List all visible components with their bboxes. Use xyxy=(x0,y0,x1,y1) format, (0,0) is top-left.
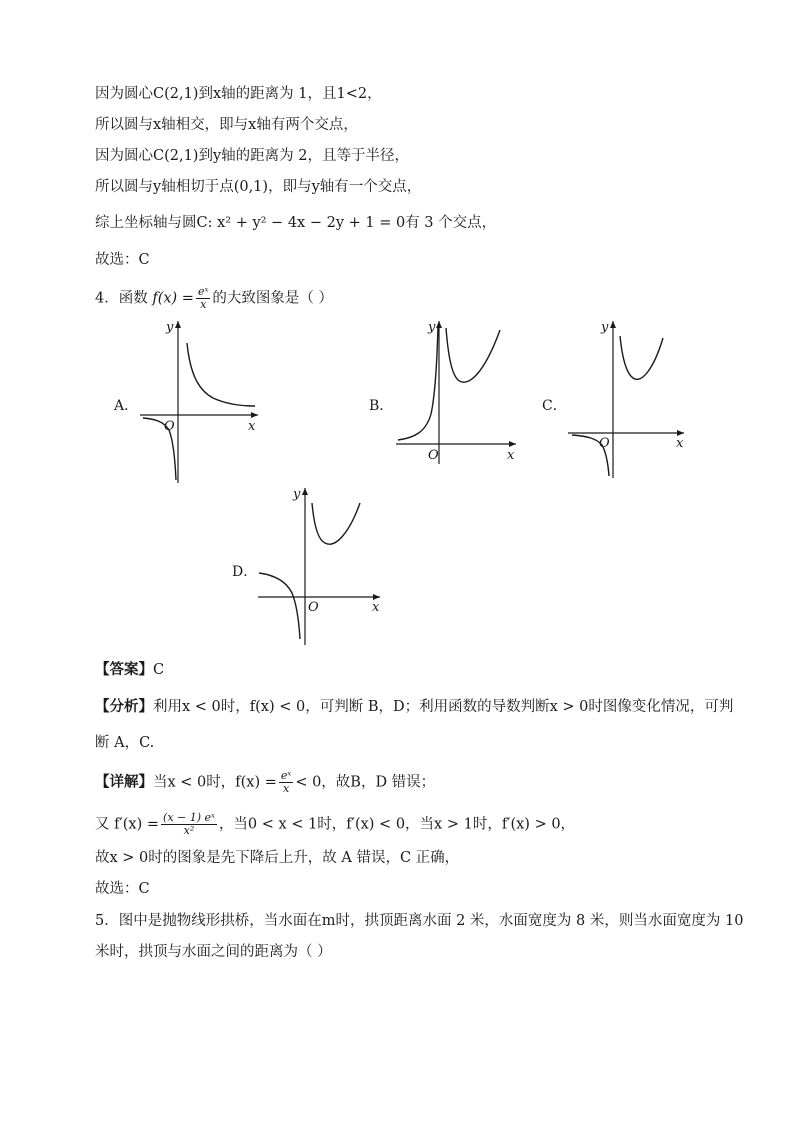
option-d-right-branch xyxy=(312,503,360,544)
option-c-origin-label: O xyxy=(599,436,610,451)
detail-fraction-1-denominator: x xyxy=(282,782,290,795)
option-c-label: C． xyxy=(542,398,567,414)
detail-text-1b: < 0，故B，D 错误； xyxy=(295,774,436,791)
question-4-numerator: eˣ xyxy=(197,285,209,298)
analysis-line-2: 断 A，C. xyxy=(95,735,155,751)
question-4-suffix: 的大致图象是（ ） xyxy=(212,290,333,307)
question-5-line-2: 米时，拱顶与水面之间的距离为（ ） xyxy=(95,944,332,960)
detail-text-1a: 当x < 0时，f(x) = xyxy=(153,774,277,791)
option-b-graph xyxy=(394,318,524,468)
detail-fraction-1 xyxy=(279,770,293,795)
question-4-fraction xyxy=(196,286,210,311)
option-c-x-label: x xyxy=(676,436,684,451)
option-c-y-label: y xyxy=(601,320,609,335)
detail-fraction-2-numerator: (x − 1) eˣ xyxy=(163,811,215,824)
solution-line-5: 综上坐标轴与圆C: x² + y² − 4x − 2y + 1 = 0有 3 个交点， xyxy=(95,215,497,231)
analysis-text-1: 利用x < 0时，f(x) < 0，可判断 B，D；利用函数的导数判断x > 0时图像变化情况，可判 xyxy=(153,699,734,715)
detail-line-4: 故选：C xyxy=(95,881,150,897)
detail-line-1 xyxy=(95,770,435,795)
option-b-label: B． xyxy=(369,398,394,414)
option-a-graph xyxy=(138,318,263,488)
detail-tag: 【详解】 xyxy=(95,773,153,791)
option-a-y-label: y xyxy=(166,320,174,335)
option-d-left-branch xyxy=(259,573,300,639)
question-4-denominator: x xyxy=(200,298,207,311)
question-4-prefix: 4．函数 xyxy=(95,290,153,307)
answer-value: C xyxy=(153,662,165,678)
detail-line-3: 故x > 0时的图象是先下降后上升，故 A 错误，C 正确， xyxy=(95,850,460,866)
question-5-line-1: 5．图中是抛物线形拱桥，当水面在m时，拱顶距离水面 2 米，水面宽度为 8 米，则当水面宽度为 10 xyxy=(95,913,744,929)
solution-line-3: 因为圆心C(2,1)到y轴的距离为 2，且等于半径， xyxy=(95,148,409,164)
option-a-origin-label: O xyxy=(164,419,175,434)
option-b-right-branch xyxy=(446,328,500,382)
option-d-y-label: y xyxy=(293,487,301,502)
question-4 xyxy=(95,286,333,311)
answer-line xyxy=(95,660,164,680)
solution-line-6: 故选：C xyxy=(95,252,150,268)
answer-tag: 【答案】 xyxy=(95,661,153,678)
detail-fraction-2 xyxy=(161,812,217,837)
question-4-func: f(x) = xyxy=(152,290,194,307)
solution-line-1: 因为圆心C(2,1)到x轴的距离为 1，且1<2， xyxy=(95,86,382,102)
option-a-x-label: x xyxy=(248,419,256,434)
detail-line-2 xyxy=(95,812,575,837)
analysis-tag: 【分析】 xyxy=(95,698,153,715)
option-c-graph xyxy=(566,318,691,483)
option-d-origin-label: O xyxy=(308,600,319,615)
detail-text-2a: 又 f′(x) = xyxy=(95,816,160,833)
option-a-label: A． xyxy=(114,398,139,414)
option-c-right-branch xyxy=(620,336,663,379)
option-a-right-branch xyxy=(187,343,255,406)
detail-text-2b: ，当0 < x < 1时，f′(x) < 0，当x > 1时，f′(x) > 0， xyxy=(218,816,576,833)
option-d-graph xyxy=(256,485,386,650)
detail-fraction-1-numerator: eˣ xyxy=(280,769,292,782)
detail-fraction-2-denominator: x² xyxy=(183,824,195,837)
solution-line-2: 所以圆与x轴相交，即与x轴有两个交点， xyxy=(95,117,358,133)
option-b-left-branch xyxy=(398,326,438,440)
option-b-y-label: y xyxy=(428,320,436,335)
option-b-origin-label: O xyxy=(428,448,439,463)
solution-line-4: 所以圆与y轴相切于点(0,1)，即与y轴有一个交点， xyxy=(95,179,422,195)
option-b-x-label: x xyxy=(507,448,515,463)
option-d-label: D． xyxy=(232,564,258,580)
option-d-x-label: x xyxy=(372,600,380,615)
analysis-line-1 xyxy=(95,697,733,717)
